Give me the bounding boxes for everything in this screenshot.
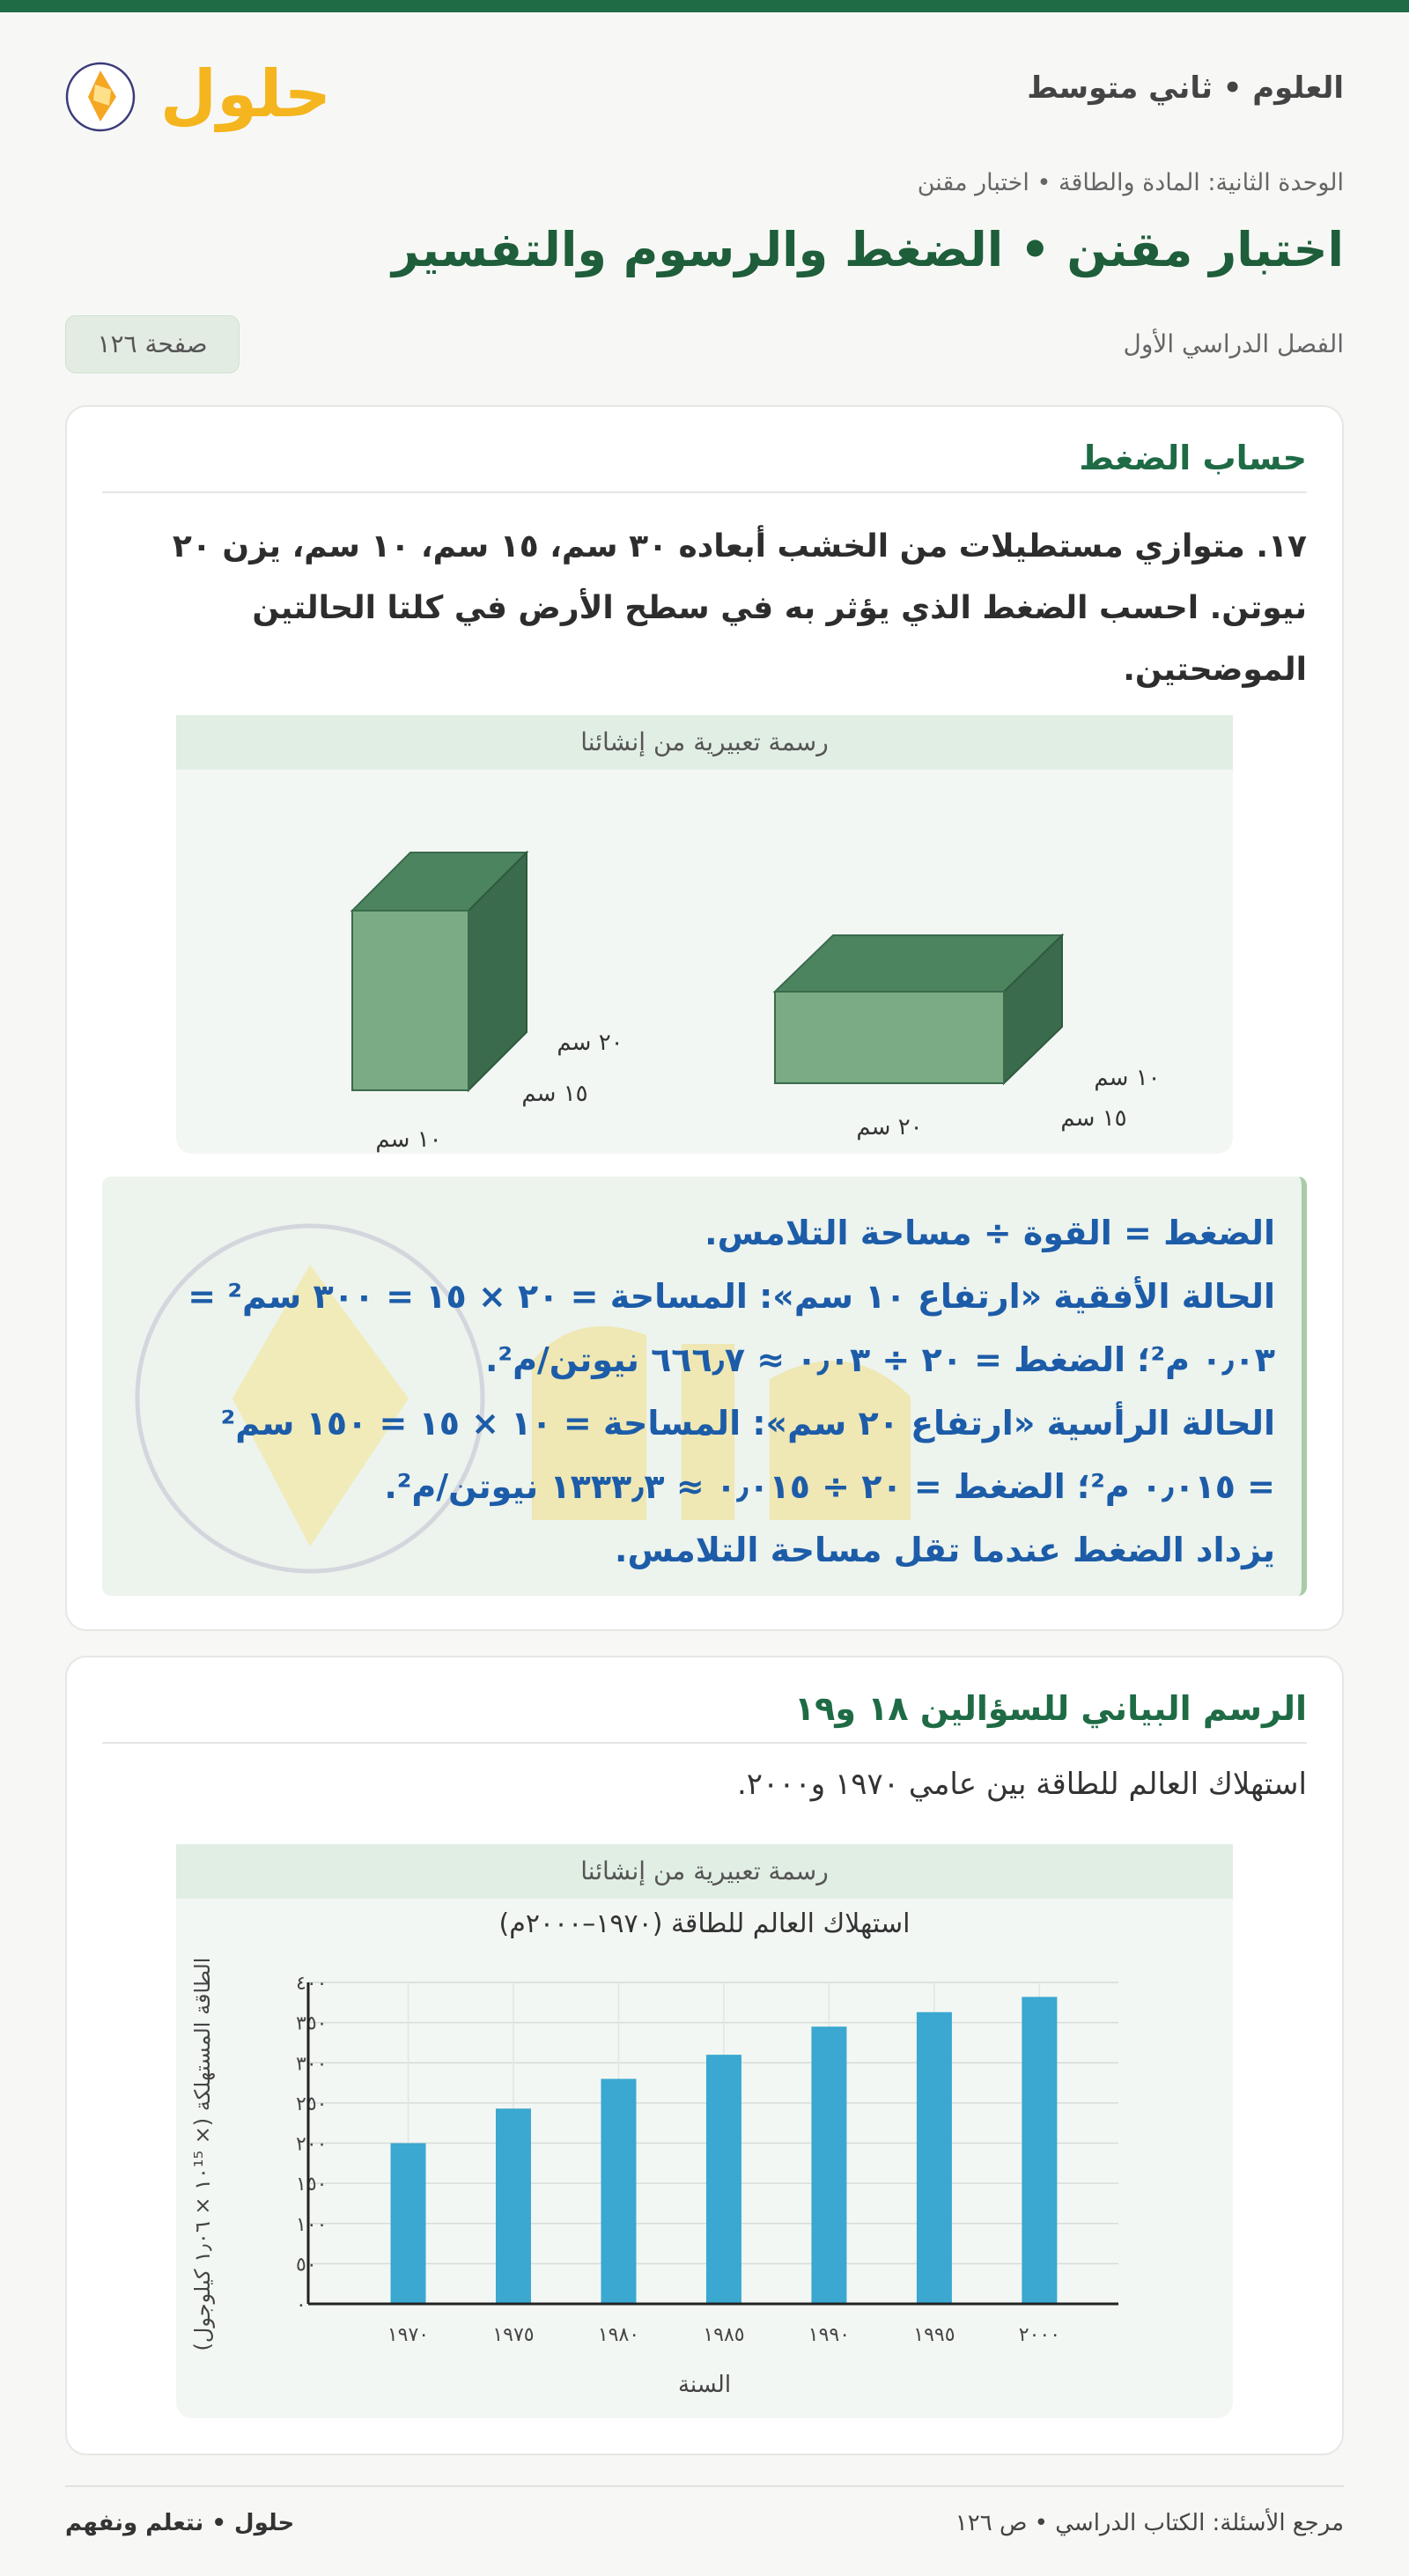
answer-line: الحالة الأفقية «ارتفاع ١٠ سم»: المساحة = ٢٠ × ١٥ = ٣٠٠ سم² = xyxy=(188,1277,1275,1316)
hulul-logo[interactable] xyxy=(65,44,332,141)
upright-box-depth-label: ١٥ سم xyxy=(521,1081,588,1107)
answer-line: ٠٫٠٣ م²؛ الضغط = ٢٠ ÷ ٠٫٠٣ ≈ ٦٦٦٫٧ نيوتن/م². xyxy=(484,1340,1275,1379)
bar-2 xyxy=(601,2079,636,2305)
answer-line: الحالة الرأسية «ارتفاع ٢٠ سم»: المساحة = ١٠ × ١٥ = ١٥٠ سم² xyxy=(220,1404,1275,1443)
question-17-text: ١٧. متوازي مستطيلات من الخشب أبعاده ٣٠ سم، ١٥ سم، ١٠ سم، يزن ٢٠ نيوتن. احسب الضغط الذي يؤثر به في سطح الأرض في كلتا الحالتين الموضحتين. xyxy=(172,528,1307,688)
breadcrumb: الوحدة الثانية: المادة والطاقة • اختبار مقنن xyxy=(917,169,1344,196)
footer-divider xyxy=(65,2485,1344,2487)
bar-3 xyxy=(706,2055,741,2304)
x-tick-label: ١٩٩٠ xyxy=(808,2324,851,2346)
graph-intro-text: استهلاك العالم للطاقة بين عامي ١٩٧٠ و٢٠٠٠. xyxy=(736,1767,1307,1802)
pressure-section-card xyxy=(65,405,1344,1631)
y-tick-label: ٢٠٠ xyxy=(296,2133,328,2156)
graph-section-card xyxy=(65,1656,1344,2455)
footer-reference: مرجع الأسئلة: الكتاب الدراسي • ص ١٢٦ xyxy=(955,2510,1344,2536)
bar-5 xyxy=(917,2012,952,2304)
y-tick-label: ٣٠٠ xyxy=(296,2053,328,2076)
footer-brand-link[interactable]: حلول • نتعلم ونفهم xyxy=(65,2510,295,2536)
x-tick-label: ١٩٩٥ xyxy=(913,2324,955,2346)
y-tick-label: ٢٥٠ xyxy=(296,2093,328,2115)
answer-line: = ٠٫٠١٥ م²؛ الضغط = ٢٠ ÷ ٠٫٠١٥ ≈ ١٣٣٣٫٣ نيوتن/م². xyxy=(384,1467,1275,1506)
x-tick-label: ١٩٧٠ xyxy=(387,2324,430,2346)
answer-text xyxy=(102,1177,1302,1582)
flat-box xyxy=(775,935,1062,1083)
energy-bar-chart xyxy=(176,1899,1233,2418)
x-axis-label: السنة xyxy=(677,2372,732,2398)
y-tick-label: ٤٠٠ xyxy=(296,1973,328,1995)
bar-6 xyxy=(1022,1997,1057,2304)
upright-box xyxy=(352,853,527,1090)
x-tick-label: ١٩٨٠ xyxy=(597,2324,640,2346)
y-tick-label: ١٠٠ xyxy=(296,2213,328,2236)
section-divider xyxy=(102,1742,1307,1744)
flat-box-height-label: ١٠ سم xyxy=(1094,1065,1161,1091)
semester-label: الفصل الدراسي الأول xyxy=(1123,329,1344,358)
figure-caption: رسمة تعبيرية من إنشائنا xyxy=(176,1844,1233,1899)
y-tick-label: ١٥٠ xyxy=(296,2174,328,2196)
y-axis-label: الطاقة المستهلكة (× ١٠¹⁵ × ١٫٠٦ كيلوجول) xyxy=(190,1957,215,2351)
logo-text: حلول xyxy=(159,56,332,132)
boxes-illustration xyxy=(176,770,1233,1154)
answer-box xyxy=(102,1177,1307,1596)
upright-box-width-label: ١٠ سم xyxy=(375,1126,442,1153)
boxes-figure xyxy=(176,715,1233,1154)
chart-title: استهلاك العالم للطاقة (١٩٧٠–٢٠٠٠م) xyxy=(498,1908,911,1939)
section-title-pressure: حساب الضغط xyxy=(1079,439,1307,477)
answer-line: الضغط = القوة ÷ مساحة التلامس. xyxy=(704,1214,1275,1252)
bar-4 xyxy=(811,2026,846,2304)
answer-line: يزداد الضغط عندما تقل مساحة التلامس. xyxy=(615,1531,1275,1569)
upright-box-height-label: ٢٠ سم xyxy=(557,1030,623,1056)
flat-box-front xyxy=(775,992,1004,1083)
section-divider xyxy=(102,491,1307,493)
page-title: اختبار مقنن • الضغط والرسوم والتفسير xyxy=(392,222,1344,277)
flat-box-width-label: ٢٠ سم xyxy=(856,1114,923,1140)
x-tick-label: ١٩٨٥ xyxy=(703,2324,745,2346)
page-header xyxy=(65,44,1344,141)
page-number-badge: صفحة ١٢٦ xyxy=(65,315,240,373)
y-tick-label: ٠ xyxy=(296,2294,306,2316)
y-tick-label: ٣٥٠ xyxy=(296,2012,328,2035)
y-tick-label: ٥٠ xyxy=(296,2254,317,2277)
subject-label: العلوم • ثاني متوسط xyxy=(1027,70,1344,106)
x-tick-label: ١٩٧٥ xyxy=(492,2324,535,2346)
top-accent-bar xyxy=(0,0,1409,12)
bar-0 xyxy=(391,2144,426,2305)
energy-chart-figure xyxy=(176,1844,1233,2418)
bar-1 xyxy=(496,2108,531,2304)
section-title-graph: الرسم البياني للسؤالين ١٨ و١٩ xyxy=(793,1689,1307,1728)
figure-caption: رسمة تعبيرية من إنشائنا xyxy=(176,715,1233,770)
flat-box-depth-label: ١٥ سم xyxy=(1060,1105,1127,1132)
upright-box-front xyxy=(352,911,468,1090)
x-tick-label: ٢٠٠٠ xyxy=(1018,2324,1061,2346)
